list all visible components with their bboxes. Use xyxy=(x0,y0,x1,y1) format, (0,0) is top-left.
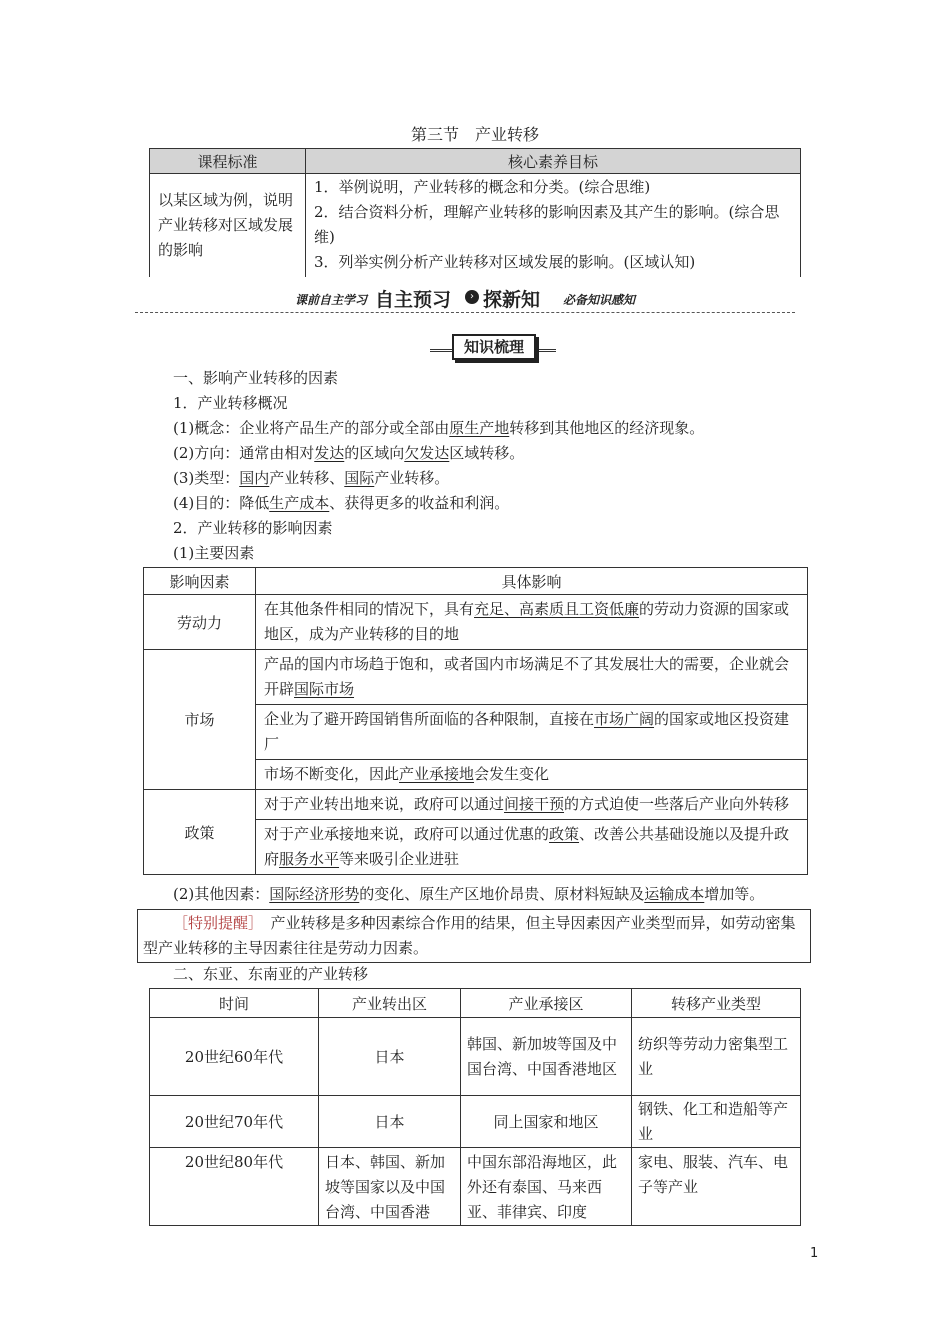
policy-answer-3: 服务水平 xyxy=(279,850,340,868)
banner-right-label: 必备知识感知 xyxy=(563,293,636,307)
market-text-2: 企业为了避开跨国销售所面临的各种限制，直接在 xyxy=(264,710,595,728)
main-factors-heading: (1)主要因素 xyxy=(173,544,255,562)
market-text-3-end: 会发生变化 xyxy=(474,765,550,783)
arrow-icon: › xyxy=(465,290,479,304)
type-text-mid: 产业转移、 xyxy=(269,469,345,487)
tag-box xyxy=(452,334,536,360)
row-type: 纺织等劳动力密集型工业 xyxy=(632,1018,801,1096)
banner-left-label: 课前自主学习 xyxy=(295,293,368,307)
standards-goals-cell xyxy=(306,174,801,277)
policy-answer-2: 政策 xyxy=(549,825,580,843)
purpose-line xyxy=(173,491,509,516)
row-out: 日本、韩国、新加坡等国家以及中国台湾、中国香港 xyxy=(319,1148,461,1226)
type-line xyxy=(173,466,449,491)
table-row xyxy=(150,1148,801,1226)
row-out: 日本 xyxy=(319,1018,461,1096)
direction-text-mid: 的区域向 xyxy=(344,444,405,462)
other-factors-text-end: 增加等。 xyxy=(704,885,765,903)
labor-answer: 充足、高素质且工资低廉 xyxy=(474,600,640,618)
other-factors-answer-2: 运输成本 xyxy=(644,885,705,903)
purpose-answer: 生产成本 xyxy=(269,494,330,512)
tag-label: 知识梳理 xyxy=(463,338,524,356)
goal-item: 3．列举实例分析产业转移对区域发展的影响。(区域认知) xyxy=(314,253,696,272)
market-effect-2 xyxy=(256,705,808,760)
standards-header-right: 核心素养目标 xyxy=(306,149,801,174)
row-in: 韩国、新加坡等国及中国台湾、中国香港地区 xyxy=(461,1018,632,1096)
banner-main-2: 探新知 xyxy=(483,289,541,311)
factor-policy: 政策 xyxy=(144,790,256,875)
policy-effect-2 xyxy=(256,820,808,875)
concept-text-end: 转移到其他地区的经济现象。 xyxy=(509,419,705,437)
standards-table xyxy=(149,148,801,277)
transfer-header-out: 产业转出区 xyxy=(319,989,461,1018)
standards-left-text: 以某区域为例，说明产业转移对区域发展的影响 xyxy=(158,190,294,259)
direction-text-end: 区域转移。 xyxy=(449,444,525,462)
goal-item: 1．举例说明，产业转移的概念和分类。(综合思维) xyxy=(314,178,651,197)
section-1-heading: 一、影响产业转移的因素 xyxy=(173,369,339,387)
concept-line xyxy=(173,416,704,441)
standards-left-cell xyxy=(150,174,306,277)
transfer-header-in: 产业承接区 xyxy=(461,989,632,1018)
factors-table xyxy=(143,567,808,875)
row-type: 钢铁、化工和造船等产业 xyxy=(632,1096,801,1148)
concept-text: (1)概念：企业将产品生产的部分或全部由 xyxy=(173,419,450,437)
goal-item: 2．结合资料分析，理解产业转移的影响因素及其产生的影响。(综合思维) xyxy=(314,203,780,247)
factors-header-factor: 影响因素 xyxy=(144,568,256,595)
market-effect-3 xyxy=(256,760,808,790)
special-tip-box xyxy=(137,909,811,963)
type-answer-2: 国际 xyxy=(344,469,375,487)
banner-main-1: 自主预习 xyxy=(375,289,452,311)
transfer-header-type: 转移产业类型 xyxy=(632,989,801,1018)
row-time: 20世纪80年代 xyxy=(150,1148,319,1226)
special-tip-label: ［特别提醒］ xyxy=(173,914,256,932)
other-factors-text: (2)其他因素： xyxy=(173,885,270,903)
section-banner xyxy=(135,284,795,314)
knowledge-section xyxy=(173,366,813,566)
type-text-end: 产业转移。 xyxy=(374,469,450,487)
tag-line-right xyxy=(534,349,556,352)
policy-text-1: 对于产业转出地来说，政府可以通过 xyxy=(264,795,505,813)
policy-answer-1: 间接干预 xyxy=(504,795,565,813)
direction-answer-2: 欠发达 xyxy=(404,444,450,462)
market-effect-1 xyxy=(256,650,808,705)
subsection-1-heading: 1．产业转移概况 xyxy=(173,394,288,412)
row-in: 同上国家和地区 xyxy=(461,1096,632,1148)
market-answer-2: 市场广阔 xyxy=(594,710,655,728)
page-title: 第三节 产业转移 xyxy=(410,125,539,144)
tag-line-left xyxy=(430,349,452,352)
market-text-1: 产品的国内市场趋于饱和，或者国内市场满足不了其发展壮大的需要，企业就会开辟 xyxy=(264,655,790,698)
factor-labor: 劳动力 xyxy=(144,595,256,650)
direction-answer-1: 发达 xyxy=(314,444,345,462)
type-text: (3)类型： xyxy=(173,469,240,487)
factors-header-effect: 具体影响 xyxy=(256,568,808,595)
purpose-text-end: 、获得更多的收益和利润。 xyxy=(329,494,510,512)
labor-effect xyxy=(256,595,808,650)
table-row xyxy=(150,1018,801,1096)
policy-text-2: 对于产业承接地来说，政府可以通过优惠的 xyxy=(264,825,550,843)
direction-text: (2)方向：通常由相对 xyxy=(173,444,315,462)
labor-text-end: 的劳动力资源的国家或地区，成为产业转移的目的地 xyxy=(264,600,790,643)
row-time: 20世纪60年代 xyxy=(150,1018,319,1096)
policy-text-1-end: 的方式迫使一些落后产业向外转移 xyxy=(564,795,790,813)
direction-line xyxy=(173,441,524,466)
row-time: 20世纪70年代 xyxy=(150,1096,319,1148)
section-tag xyxy=(430,334,556,358)
page-number: 1 xyxy=(810,1246,819,1261)
market-text-2-end: 的国家或地区投资建厂 xyxy=(264,710,790,753)
market-answer-3: 产业承接地 xyxy=(399,765,475,783)
transfer-table xyxy=(149,988,801,1226)
market-text-3: 市场不断变化，因此 xyxy=(264,765,400,783)
standards-header-left: 课程标准 xyxy=(150,149,306,174)
banner-divider xyxy=(135,312,795,313)
other-factors-text-mid: 的变化、原生产区地价昂贵、原材料短缺及 xyxy=(359,885,645,903)
market-answer-1: 国际市场 xyxy=(294,680,355,698)
purpose-text: (4)目的：降低 xyxy=(173,494,270,512)
other-factors-answer-1: 国际经济形势 xyxy=(269,885,360,903)
transfer-header-time: 时间 xyxy=(150,989,319,1018)
special-tip-text: 产业转移是多种因素综合作用的结果，但主导因素因产业类型而异，如劳动密集型产业转移的主导因素往往是劳动力因素。 xyxy=(143,914,796,957)
policy-effect-1 xyxy=(256,790,808,820)
row-out: 日本 xyxy=(319,1096,461,1148)
row-in: 中国东部沿海地区，此外还有泰国、马来西亚、菲律宾、印度 xyxy=(461,1148,632,1226)
subsection-2-heading: 2．产业转移的影响因素 xyxy=(173,519,333,537)
other-factors-line xyxy=(173,882,764,907)
type-answer-1: 国内 xyxy=(239,469,270,487)
labor-text: 在其他条件相同的情况下，具有 xyxy=(264,600,475,618)
factor-market: 市场 xyxy=(144,650,256,790)
concept-answer: 原生产地 xyxy=(449,419,510,437)
policy-text-2-end: 等来吸引企业进驻 xyxy=(339,850,460,868)
policy-text-2-mid: 、改善公共基础设施以及提升政府 xyxy=(264,825,790,868)
section-2-heading: 二、东亚、东南亚的产业转移 xyxy=(173,965,369,983)
row-type: 家电、服装、汽车、电子等产业 xyxy=(632,1148,801,1226)
table-row xyxy=(150,1096,801,1148)
